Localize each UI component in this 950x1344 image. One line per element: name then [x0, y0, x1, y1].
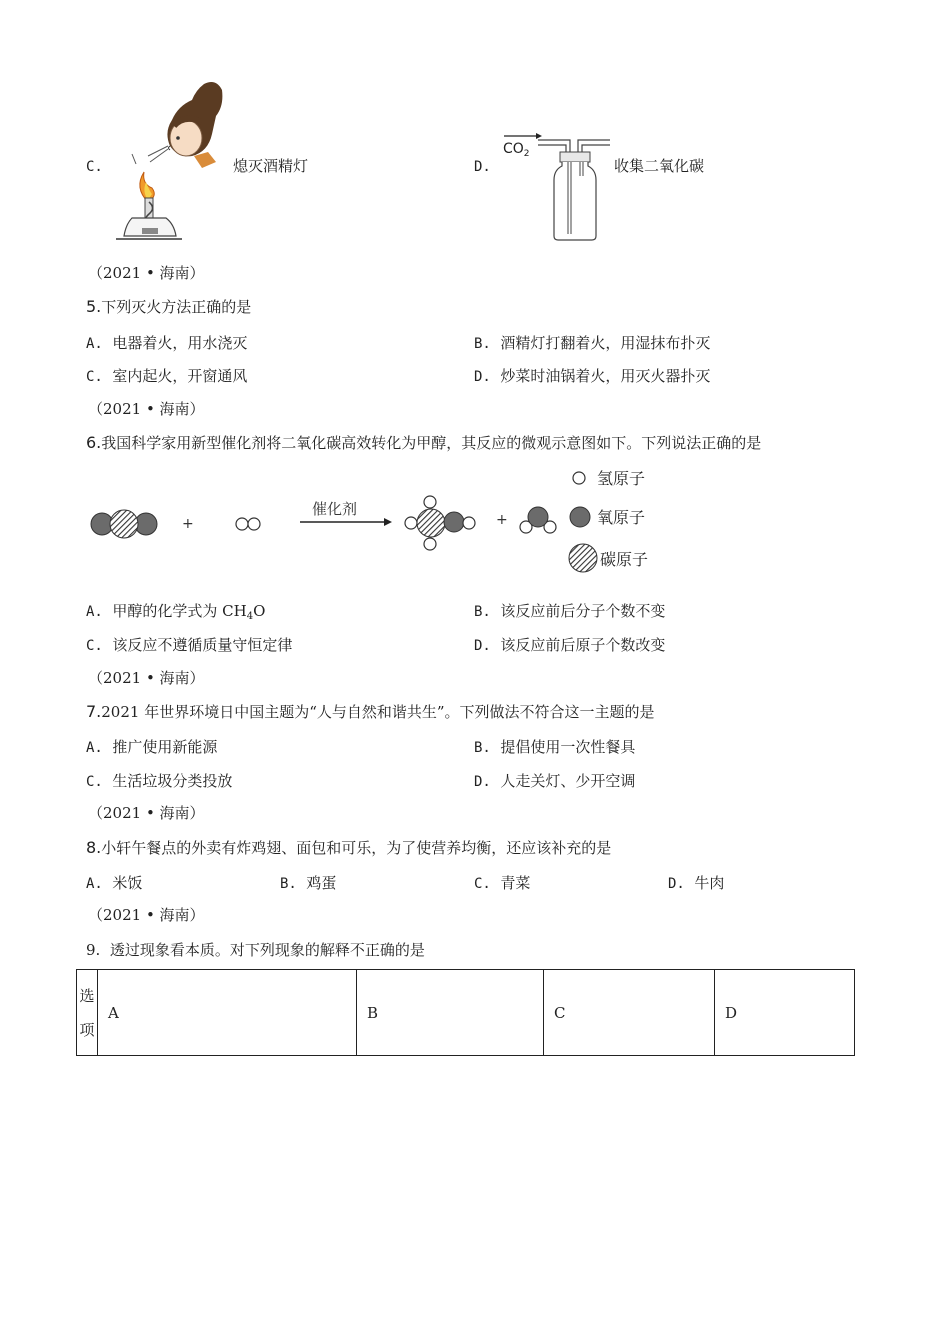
legend-hydrogen-symbol [573, 472, 585, 484]
q7-source: （2021 • 海南） [88, 669, 205, 687]
q5-source: （2021 • 海南） [88, 264, 205, 282]
q4-option-c-letter: C. [86, 159, 103, 175]
co2-molecule [91, 510, 157, 538]
ch3oh-molecule [405, 496, 475, 550]
q5-stem-line [86, 297, 251, 317]
q7-number: 7. [86, 702, 102, 721]
legend-oxygen-label: 氧原子 [597, 508, 646, 527]
q6-stem-line [86, 433, 761, 453]
plus-sign-1: + [182, 516, 194, 532]
q8-option-c: C. 青菜 [474, 874, 531, 892]
q5-option-c: C. 室内起火，开窗通风 [86, 367, 248, 385]
table-column-c: C [544, 970, 715, 1056]
q9-stem: 透过现象看本质。对下列现象的解释不正确的是 [109, 941, 425, 959]
q7-option-a: A. 推广使用新能源 [86, 738, 218, 756]
table-row [77, 970, 855, 1056]
q7-stem: 2021 年世界环境日中国主题为“人与自然和谐共生”。下列做法不符合这一主题的是 [101, 703, 655, 721]
q5-stem: 下列灭火方法正确的是 [101, 298, 252, 316]
q6-option-c: C. 该反应不遵循质量守恒定律 [86, 636, 293, 654]
q8-stem: 小轩午餐点的外卖有炸鸡翅、面包和可乐，为了使营养均衡，还应该补充的是 [101, 839, 612, 857]
table-column-b: B [357, 970, 544, 1056]
q6-source: （2021 • 海南） [88, 400, 205, 418]
plus-sign-2: + [496, 512, 508, 528]
table-column-d: D [715, 970, 855, 1056]
q6-number: 6. [86, 433, 102, 452]
q9-number: 9. [86, 941, 101, 959]
table-column-a: A [98, 970, 357, 1056]
q5-number: 5. [86, 297, 102, 316]
q9-stem-line [86, 940, 425, 960]
reaction-diagram [80, 460, 680, 580]
q6-option-d: D. 该反应前后原子个数改变 [474, 636, 666, 654]
q8-number: 8. [86, 838, 102, 857]
q7-option-d: D. 人走关灯、少开空调 [474, 772, 636, 790]
q7-option-b: B. 提倡使用一次性餐具 [474, 738, 636, 756]
q8-option-a: A. 米饭 [86, 874, 143, 892]
table-header-option: 选 项 [77, 970, 98, 1056]
q8-option-d: D. 牛肉 [668, 874, 725, 892]
q4-option-d-letter: D. [474, 159, 491, 175]
q8-option-b: B. 鸡蛋 [280, 874, 337, 892]
q9-source: （2021 • 海南） [88, 906, 205, 924]
catalyst-label: 催化剂 [312, 500, 358, 518]
legend-hydrogen-label: 氢原子 [597, 469, 646, 488]
q5-option-d: D. 炒菜时油锅着火，用灭火器扑灭 [474, 367, 711, 385]
q8-source: （2021 • 海南） [88, 804, 205, 822]
q6-stem: 我国科学家用新型催化剂将二氧化碳高效转化为甲醇，其反应的微观示意图如下。下列说法正确的是 [101, 434, 762, 452]
q6-option-b: B. 该反应前后分子个数不变 [474, 602, 666, 620]
q4-option-c-label: 熄灭酒精灯 [233, 157, 309, 175]
q8-stem-line [86, 838, 611, 858]
co2-arrow-label: $CO_2$ [503, 141, 530, 159]
h2o-molecule [520, 507, 556, 533]
q4-option-d-label: 收集二氧化碳 [614, 157, 705, 175]
q6-option-a: A. 甲醇的化学式为 $CH_4O$ [86, 602, 266, 622]
h2-molecule [236, 518, 260, 530]
legend-oxygen-symbol [570, 507, 590, 527]
gas-collection-bottle-icon [500, 128, 615, 242]
q5-option-a: A. 电器着火，用水浇灭 [86, 334, 248, 352]
q9-answer-table [76, 969, 855, 1056]
q7-stem-line [86, 702, 655, 722]
q5-option-b: B. 酒精灯打翻着火，用湿抹布扑灭 [474, 334, 711, 352]
legend-carbon-symbol [569, 544, 597, 572]
q7-option-c: C. 生活垃圾分类投放 [86, 772, 233, 790]
alcohol-lamp-blowing-icon [112, 76, 230, 242]
legend-carbon-label: 碳原子 [600, 550, 649, 569]
